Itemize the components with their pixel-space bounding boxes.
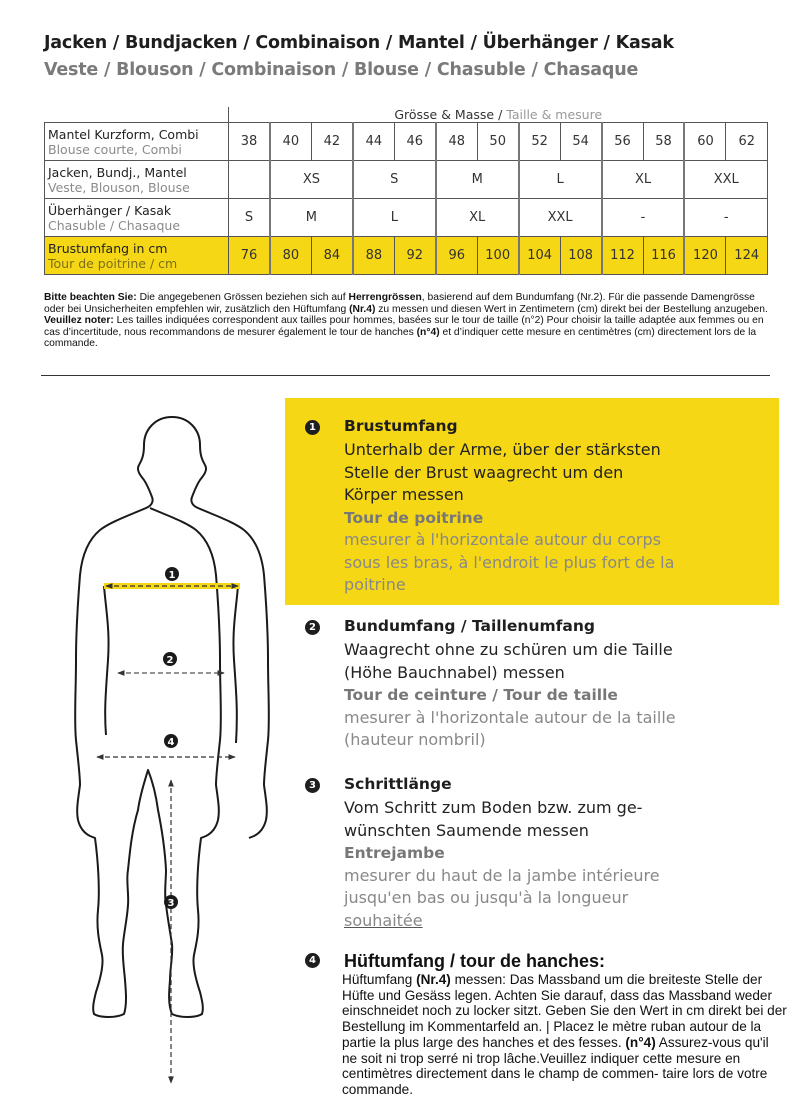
- size-cell: 38: [229, 123, 270, 161]
- size-cell: M: [270, 199, 353, 237]
- section-title: Hüftumfang / tour de hanches:: [344, 951, 605, 971]
- row-label: [45, 161, 229, 199]
- size-table-header-row: [45, 107, 768, 123]
- body-figure: [60, 400, 300, 1120]
- size-cell: 48: [436, 123, 477, 161]
- svg-text:1: 1: [168, 570, 176, 581]
- size-cell: XL: [436, 199, 519, 237]
- section-title-fr: Entrejambe: [344, 844, 445, 862]
- svg-text:2: 2: [166, 655, 174, 666]
- note-de-bold-3: (Nr.4): [349, 303, 376, 315]
- marker-3-icon: [164, 895, 178, 909]
- text-line: mesurer à l'horizontale autour de la taille: [344, 707, 676, 727]
- size-note: [44, 292, 774, 350]
- row-label-german: Mantel Kurzform, Combi: [48, 126, 199, 142]
- section-divider: [41, 375, 770, 376]
- size-table: [44, 107, 768, 275]
- size-cell: 76: [229, 237, 270, 275]
- header-german: Grösse & Masse /: [394, 107, 503, 122]
- size-cell: 96: [436, 237, 477, 275]
- arm-left-inner: [104, 586, 109, 735]
- row-label-german: Überhänger / Kasak: [48, 202, 172, 218]
- note-de-bold-2: Herrengrössen: [348, 292, 422, 303]
- note-fr-label: Veuillez noter:: [44, 315, 114, 327]
- size-cell: 52: [519, 123, 560, 161]
- size-cell: -: [684, 199, 767, 237]
- note-fr-bold-2: (n°4): [416, 326, 440, 338]
- section-body: [342, 972, 787, 1098]
- svg-text:3: 3: [167, 898, 175, 909]
- number-4-icon: 4: [305, 953, 320, 968]
- hips-text-1: Hüftumfang: [342, 972, 417, 987]
- note-de-text-1: Die angegebenen Grössen beziehen sich auf: [136, 292, 349, 303]
- text-line: Körper messen: [344, 485, 464, 504]
- size-cell: L: [353, 199, 436, 237]
- size-cell: 80: [270, 237, 311, 275]
- text-line: Waagrecht ohne zu schüren um die Taille: [344, 640, 673, 659]
- row-label-french: Veste, Blouson, Blouse: [48, 179, 190, 195]
- size-table-row: [45, 123, 768, 161]
- number-3-icon: 3: [305, 778, 320, 793]
- text-line: (hauteur nombril): [344, 730, 486, 749]
- size-cell: 60: [684, 123, 725, 161]
- row-label-french: Tour de poitrine / cm: [48, 255, 178, 271]
- size-table-header: [229, 107, 768, 123]
- text-line: Unterhalb der Arme, über der stärksten: [344, 440, 661, 459]
- note-de-label: Bitte beachten Sie:: [44, 292, 137, 303]
- size-cell: 100: [477, 237, 518, 275]
- size-cell: 44: [353, 123, 394, 161]
- size-cell: XL: [602, 161, 685, 199]
- size-cell: -: [602, 199, 685, 237]
- header-french: Taille & mesure: [506, 107, 603, 122]
- section-body: [344, 439, 674, 597]
- section-title-fr: Tour de ceinture / Tour de taille: [344, 686, 618, 704]
- size-cell: 108: [560, 237, 601, 275]
- size-cell: XXL: [519, 199, 602, 237]
- note-de-text-3: zu messen und diesen Wert in Zentimetern (cm) direkt bei der Bestellung anzugeben.: [375, 303, 768, 315]
- section-title-de: Brustumfang: [344, 417, 458, 435]
- size-cell: 124: [726, 237, 768, 275]
- size-table-row: [45, 199, 768, 237]
- section-title-de: Bundumfang / Taillenumfang: [344, 617, 595, 635]
- size-table-row: [45, 237, 768, 275]
- size-cell: 104: [519, 237, 560, 275]
- size-cell: 120: [684, 237, 725, 275]
- size-cell: 40: [270, 123, 311, 161]
- row-label-german: Jacken, Bundj., Mantel: [48, 164, 187, 180]
- row-label: [45, 237, 229, 275]
- text-line: souhaitée: [344, 910, 423, 930]
- marker-2-icon: [163, 652, 177, 666]
- text-line: jusqu'en bas ou jusqu'à la longueur: [344, 888, 629, 907]
- note-fr-text-2: et d’indiquer cette mesure en centimètres (cm) directement lors de la commande.: [44, 326, 757, 350]
- size-cell: S: [229, 199, 270, 237]
- section-title-fr: Tour de poitrine: [344, 508, 484, 527]
- size-cell: 54: [560, 123, 601, 161]
- row-label-german: Brustumfang in cm: [48, 240, 168, 256]
- text-line: wünschten Saumende messen: [344, 820, 589, 840]
- row-label-french: Chasuble / Chasaque: [48, 217, 181, 233]
- size-cell: L: [519, 161, 602, 199]
- note-fr-text-1: Les tailles indiquées correspondent aux tailles pour hommes, basées sur le tour de taille (n°2) Pour choisir la taille adaptée aux femmes ou en cas d’incertitude, nous recommandons de mesurer également le tour de hanches: [44, 315, 764, 338]
- size-table-row: [45, 161, 768, 199]
- row-label-french: Blouse courte, Combi: [48, 141, 182, 157]
- size-cell: 112: [602, 237, 643, 275]
- text-line: (Höhe Bauchnabel) messen: [344, 662, 565, 682]
- size-cell: [229, 161, 270, 199]
- note-de-text-2: , basierend auf dem Bundumfang (Nr.2). Für die passende Damengrösse oder bei Unsicherheiten empfehlen wir, zusätzlich den Hüftumfang: [44, 292, 755, 315]
- size-cell: 92: [394, 237, 435, 275]
- row-label: [45, 123, 229, 161]
- section-body: [344, 639, 676, 752]
- size-cell: 46: [394, 123, 435, 161]
- size-cell: S: [353, 161, 436, 199]
- text-line: mesurer du haut de la jambe intérieure: [344, 865, 660, 885]
- hips-bold-2: (n°4): [625, 1034, 656, 1050]
- arm-right-inner: [233, 586, 238, 743]
- marker-4-icon: [164, 734, 178, 748]
- size-cell: 42: [311, 123, 352, 161]
- size-cell: 50: [477, 123, 518, 161]
- size-cell: 62: [726, 123, 768, 161]
- number-2-icon: 2: [305, 620, 320, 635]
- section-body: [344, 797, 660, 932]
- svg-text:4: 4: [167, 737, 175, 748]
- title-french: Veste / Blouson / Combinaison / Blouse / Chasuble / Chasaque: [44, 60, 639, 80]
- hips-text-3: Assurez-vous qu'il ne soit ni trop serré ni trop lâche.Veuillez indiquer cette mesure en centimètres directement dans le champ de commen- taire lors de votre commande.: [342, 1034, 769, 1097]
- text-line: Stelle der Brust waagrecht um den: [344, 462, 624, 482]
- size-cell: 84: [311, 237, 352, 275]
- hips-bold-1: (Nr.4): [416, 972, 451, 987]
- size-cell: 58: [643, 123, 684, 161]
- text-line: Vom Schritt zum Boden bzw. zum ge-: [344, 798, 643, 817]
- size-cell: M: [436, 161, 519, 199]
- row-label: [45, 199, 229, 237]
- size-cell: 56: [602, 123, 643, 161]
- section-title-de: Schrittlänge: [344, 775, 452, 793]
- marker-1-icon: [165, 567, 179, 581]
- number-1-icon: 1: [305, 420, 320, 435]
- header-empty-cell: [45, 107, 229, 123]
- size-cell: XS: [270, 161, 353, 199]
- hips-text-2: messen: Das Massband um die breiteste Stelle der Hüfte und Gesäss legen. Achten Sie darauf, dass das Massband weder einschneidet noch zu locker sitzt. Geben Sie den Wert in cm direkt bei der Bestellung im Kommentarfeld an. | Placez le mètre ruban autour de la partie la plus large des hanches et des fesses.: [342, 972, 787, 1050]
- text-line: sous les bras, à l'endroit le plus fort de la: [344, 552, 675, 572]
- text-line: poitrine: [344, 575, 406, 594]
- body-outline-right: [172, 417, 269, 838]
- size-cell: XXL: [684, 161, 767, 199]
- body-outline: [75, 417, 221, 1017]
- title-german: Jacken / Bundjacken / Combinaison / Mantel / Überhänger / Kasak: [44, 33, 674, 53]
- text-line: mesurer à l'horizontale autour du corps: [344, 530, 661, 549]
- size-cell: 116: [643, 237, 684, 275]
- size-cell: 88: [353, 237, 394, 275]
